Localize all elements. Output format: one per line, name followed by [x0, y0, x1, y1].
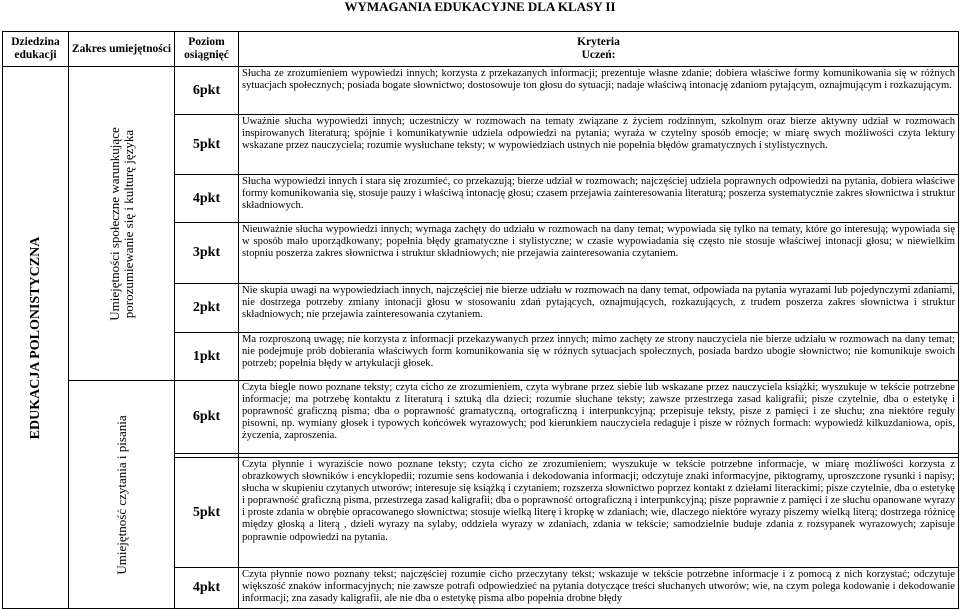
- level-points: 2pkt: [175, 284, 239, 333]
- criteria-subtitle: Uczeń:: [581, 49, 616, 61]
- level-points: 5pkt: [175, 458, 239, 568]
- criteria-text: Uważnie słucha wypowiedzi innych; uczestniczy w rozmowach na tematy związane z życiem rodzinnym, szkolnym oraz bierze aktywny udział w rozmowach inspirowanych literaturą; spójnie i komunikatywnie udziela odpowiedzi na pytania; wyraża w czytelny sposób emocje; w miarę swych możliwości czyta lektury wskazane przez nauczyciela; rozumie wysłuchane teksty; w wypowiedziach ustnych nie popełnia błędów gramatycznych i stylistycznych.: [239, 115, 959, 175]
- level-points: 1pkt: [175, 333, 239, 381]
- level-points: 6pkt: [175, 67, 239, 115]
- criteria-text: Słucha ze zrozumieniem wypowiedzi innych; korzysta z przekazanych informacji; prezentuje własne zdanie; dobiera właściwe formy komunikowania się w różnych sytuacjach społecznych; posiada bogate słownictwo; dostosowuje ton głosu do sytuacji; nadaje właściwą intonację zdaniom pytającym, oznajmującym i rozkazującym.: [239, 67, 959, 115]
- skill-scope-line: Umiejętności społeczne warunkujące: [106, 126, 122, 321]
- criteria-title: Kryteria: [577, 36, 620, 48]
- criteria-text: Czyta płynnie i wyraziście nowo poznane teksty; czyta cicho ze zrozumieniem; wyszukuje w tekście potrzebne informacje, w miarę możliwości korzysta z obrazkowych słowników i encyklopedii; rozumie sens kodowania i dekodowania informacji; odczytuje znaki informacyjne, piktogramy, uproszczone rysunki i napisy; słucha w skupieniu czytanych utworów; interesuje się książką i czytaniem; rozszerza słownictwo poprzez kontakt z dziełami literackimi; pisze czytelnie, dba o estetykę i poprawność graficzną pisma, przestrzega zasad kaligrafii; dba o poprawność ortograficzną i interpunkcyjną; pisze poprawnie z pamięci i ze słuchu opanowane wyrazy i proste zdania w obrębie opracowanego słownictwa; stosuje wielką literę i kropkę w zdaniach; wie, dlaczego niektóre wyrazy piszemy wielką literą; dostrzega różnicę między głoską a literą , dzieli wyrazy na sylaby, oddziela wyrazy w zdaniach, zdania w tekście; samodzielnie buduje zdania z rozsypanek wyrazowych; zapisuje poprawnie odpowiedzi na pytania.: [239, 458, 959, 568]
- level-points: 3pkt: [175, 223, 239, 284]
- skill-scope-line: porozumiewanie się i kulturę języka: [120, 129, 136, 318]
- skill-scope-label: [108, 127, 136, 320]
- header-row: [3, 32, 959, 67]
- level-points: 5pkt: [175, 115, 239, 175]
- level-points: 4pkt: [175, 175, 239, 223]
- table-row: [3, 381, 959, 454]
- criteria-text: Słucha wypowiedzi innych i stara się zrozumieć, co przekazują; bierze udział w rozmowach; najczęściej udziela poprawnych odpowiedzi na pytania, dobiera właściwe formy komunikowania się, stosuje pauzy i właściwą intonację głosu; czasem przejawia zainteresowania literaturą; poszerza systematycznie zakres słownictwa i struktur składniowych.: [239, 175, 959, 223]
- header-criteria: [239, 32, 959, 67]
- level-points: 4pkt: [175, 568, 239, 609]
- criteria-text: Nie skupia uwagi na wypowiedziach innych, najczęściej nie bierze udziału w rozmowach na dany temat, odpowiada na pytania wyrazami lub pojedynczymi zdaniami, nie dostrzega potrzeby zmiany intonacji głosu w stosowaniu zdań pytających, oznajmujących, rozkazujących, z trudem poszerza zakres słownictwa i struktur składniowych; nie przejawia zainteresowania czytaniem.: [239, 284, 959, 333]
- requirements-table: [2, 31, 959, 609]
- criteria-text: Czyta biegle nowo poznane teksty; czyta cicho ze zrozumieniem, czyta wybrane przez siebie lub wskazane przez nauczyciela książki; wyszukuje w tekście potrzebne informacje; ma potrzebę kontaktu z literaturą i sztuką dla dzieci; rozumie słuchane teksty; zawsze przestrzega zasad kaligrafii; pisze czytelnie, dba o estetykę i poprawność graficzną pisma; dba o poprawność gramatyczną, ortograficzną i interpunkcyjną; przepisuje teksty, pisze z pamięci i ze słuchu; zna niektóre reguły pisowni, np. wymiany głosek i typowych końcówek wyrazowych; pod kierunkiem nauczyciela redaguje i pisze w różnych formach: wypowiedź kilkuzdaniowa, opis, życzenia, zaproszenia.: [239, 381, 959, 454]
- domain-label: EDUKACJA POLONISTYCZNA: [27, 236, 43, 439]
- criteria-text: Czyta płynnie nowo poznany tekst; najczęściej rozumie cicho przeczytany tekst; wskazuje w tekście potrzebne informacje i z pomocą z nich korzystać; odczytuje większość znaków informacyjnych; nie zawsze potrafi odpowiedzieć na pytania dotyczące treści słuchanych utworów; wie, na czym polega kodowanie i dekodowanie informacji; zna zasady kaligrafii, ale nie dba o estetykę pisma albo popełnia drobne błędy: [239, 568, 959, 609]
- level-points: 6pkt: [175, 381, 239, 454]
- domain-cell: [3, 67, 69, 609]
- criteria-text: Ma rozproszoną uwagę; nie korzysta z informacji przekazywanych przez innych; mimo zachęty ze strony nauczyciela nie bierze udziału w rozmowach na dany temat; nie podejmuje prób dobierania właściwych form komunikowania się w różnych sytuacjach społecznych, posiada bardzo ubogie słownictwo; nie komunikuje swoich potrzeb; popełnia błędy w artykulacji głosek.: [239, 333, 959, 381]
- skill-scope-cell: [69, 67, 175, 381]
- header-level: Poziom osiągnięć: [175, 32, 239, 67]
- header-domain: Dziedzina edukacji: [3, 32, 69, 67]
- document-title: WYMAGANIA EDUKACYJNE DLA KLASY II: [344, 0, 616, 14]
- criteria-text: Nieuważnie słucha wypowiedzi innych; wymaga zachęty do udziału w rozmowach na dany temat; wypowiada się tylko na tematy, które go interesują; wypowiada się w sposób mało uporządkowany; popełnia błędy gramatyczne i stylistyczne; w czasie wypowiadania się często nie stosuje właściwej intonacji głosu; w niewielkim stopniu poszerza zakres słownictwa i struktur składniowych; nie przejawia zainteresowania czytaniem.: [239, 223, 959, 284]
- skill-scope-cell: [69, 381, 175, 609]
- table-row: [3, 67, 959, 115]
- header-skill-scope: Zakres umiejętności: [69, 32, 175, 67]
- skill-scope-label: Umiejętność czytania i pisania: [113, 414, 129, 575]
